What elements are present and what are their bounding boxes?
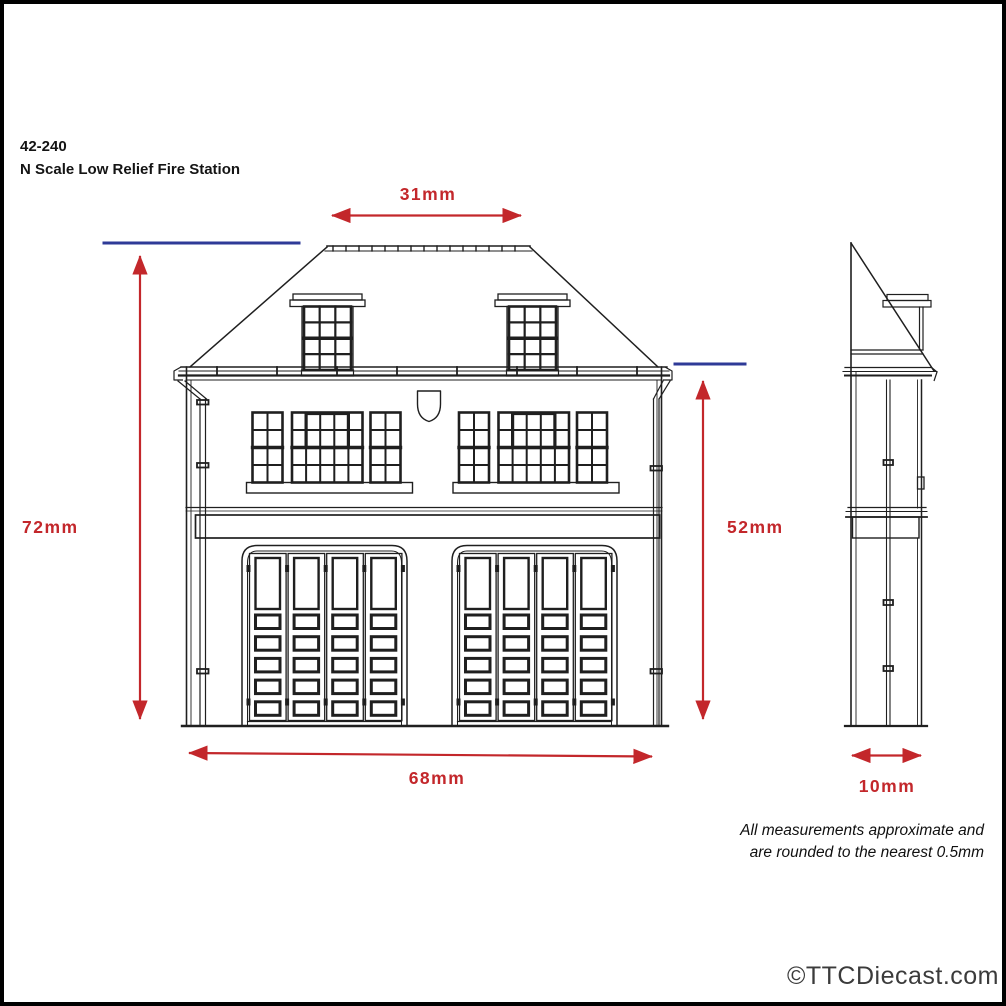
dimension-arrows [140, 216, 921, 757]
measurement-note [740, 820, 984, 864]
measurement-note-line1: All measurements approximate and [740, 822, 984, 839]
front-elevation-drawing [174, 246, 672, 726]
dimension-label-overall-width: 68mm [408, 768, 466, 788]
watermark: ©TTCDiecast.com [786, 962, 999, 990]
product-header [20, 136, 240, 181]
side-elevation-drawing [843, 243, 937, 726]
dimension-label-depth: 10mm [858, 776, 916, 796]
dimension-label-overall-height: 72mm [22, 517, 79, 537]
dimension-label-eaves-height: 52mm [727, 517, 784, 537]
measurement-note-line2: are rounded to the nearest 0.5mm [749, 844, 984, 861]
product-title: N Scale Low Relief Fire Station [20, 160, 241, 178]
product-code: 42-240 [20, 138, 67, 155]
datum-lines [104, 243, 745, 364]
dimension-label-roof-width: 31mm [399, 184, 457, 204]
